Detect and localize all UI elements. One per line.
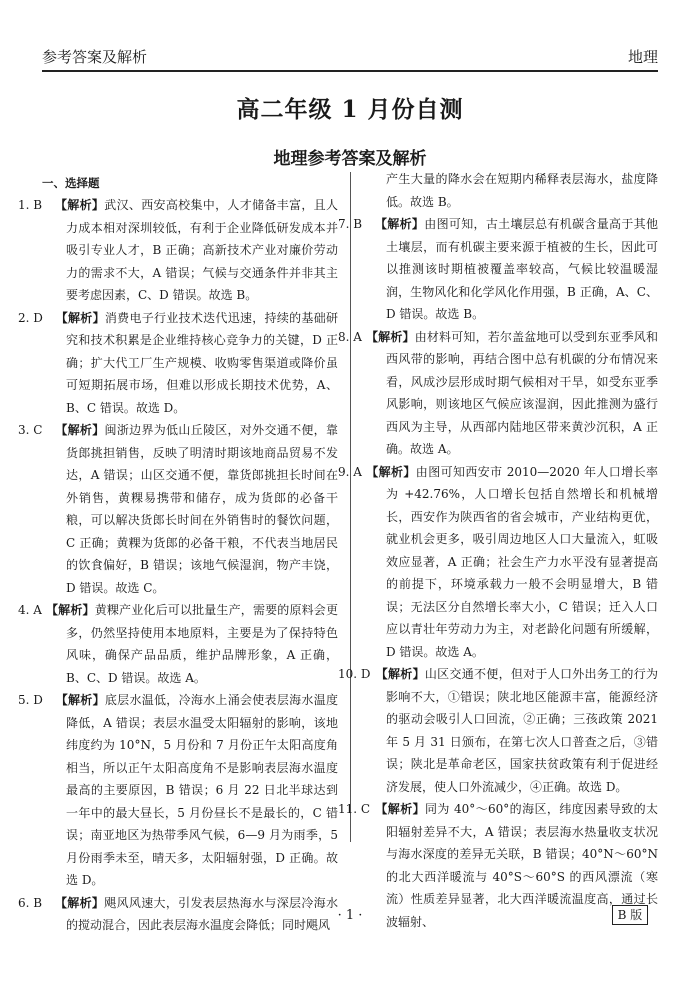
analysis-tag: 【解析】 — [55, 693, 105, 707]
analysis-tag: 【解析】 — [366, 464, 416, 479]
analysis-tag: 【解析】 — [46, 603, 95, 617]
page-header — [42, 40, 658, 72]
document-subtitle: 地理参考答案及解析 — [273, 149, 427, 169]
analysis-tag: 【解析】 — [54, 198, 105, 212]
answer-item — [362, 168, 658, 213]
header-subject: 地理 — [627, 48, 658, 66]
answer-text: 武汉、西安高校集中，人才储备丰富，且人力成本相对深圳较低，有利于企业降低研发成本并吸引专业人才，B 正确；高新技术产业对廉价劳动力的需求不大，A 错误；气候与交通条件并非其主要考虑因素，C、D 错误。故选 B。 — [66, 198, 338, 302]
answer-text: 产生大量的降水会在短期内稀释表层海水，盐度降低。故选 B。 — [386, 172, 658, 209]
answer-item: 4. A 【解析】黄粿产业化后可以批量生产，需要的原料会更多，仍然坚持使用本地原料，主要是为了保持特色风味，确保产品品质，维护品牌形象，A 正确，B、C、D 错误。故选 A。 — [18, 603, 338, 685]
analysis-tag: 【解析】 — [366, 329, 415, 344]
answer-number: 6. B — [18, 895, 43, 910]
right-column — [338, 168, 658, 933]
version-badge: B 版 — [612, 905, 648, 925]
answer-number: 2. D — [18, 310, 43, 325]
answer-text: 山区交通不便，但对于人口外出务工的行为影响不大，①错误；陕北地区能源丰富，能源经济的驱动会吸引人口回流，②正确；三孩政策 2021 年 5 月 31 日颁布，在第七次人口普查之后，③错误；陕北是革命老区，国家扶贫政策有利于促进经济发展，使人口外流减少，④正确。故选 D。 — [386, 667, 658, 794]
answer-text: 由图可知西安市 2010—2020 年人口增长率为 +42.76%，人口增长包括自然增长和机械增长，西安作为陕西省的省会城市，产业结构更优，就业机会更多，吸引周边地区人口大量流入，虹吸效应显著，A 正确；社会生产力水平没有显著提高的前提下，环境承载力一般不会明显增大，B 错误；无法区分自然增长率大小，C 错误；迁入人口应以青壮年劳动力为主，对老龄化问题有所缓解，D 错误。故选 A。 — [386, 464, 658, 659]
section-title: 一、选择题 — [42, 176, 100, 190]
answer-item — [338, 213, 658, 326]
document-title: 高二年级 1 月份自测 — [236, 96, 464, 123]
answer-item — [18, 307, 338, 420]
analysis-tag: 【解析】 — [374, 217, 425, 231]
analysis-tag: 【解析】 — [54, 895, 105, 910]
answer-text: 消费电子行业技术迭代迅速，持续的基础研究和技术积累是企业维持核心竞争力的关键，D 正确；扩大代工厂生产规模、收购零售渠道或降价虽可短期拓展市场，但难以形成长期技术优势，A、B、C 错误。故选 D。 — [66, 310, 338, 415]
answer-item: 8. A 【解析】由材料可知，若尔盖盆地可以受到东亚季风和西风带的影响，再结合图中总有机碳的分布情况来看，风成沙层形成时期气候相对干旱，如受东亚季风影响，则该地区气候应该湿润，因此推测为盛行西风为主导，从西部内陆地区带来黄沙沉积，A 正确。故选 A。 — [338, 329, 658, 456]
left-column — [18, 168, 338, 937]
analysis-tag: 【解析】 — [375, 667, 425, 681]
answer-item — [18, 194, 338, 307]
analysis-tag: 【解析】 — [375, 802, 425, 816]
answer-item — [18, 419, 338, 599]
answer-number: 5. D — [18, 693, 43, 707]
answer-number: 1. B — [18, 198, 43, 212]
answer-text: 底层水温低，冷海水上涌会使表层海水温度降低，A 错误；表层水温受太阳辐射的影响，该地纬度约为 10°N，5 月份和 7 月份正午太阳高度角相当，所以正午太阳高度角不是影响表层海水温度最高的主要原因，B 错误；6 月 22 日北半球达到一年中的最大昼长，5 月份昼长不是最长的，C 错误；南亚地区为热带季风气候，6—9 月为雨季，5 月份雨季未至，晴天多，太阳辐射强，D 正确。故选 D。 — [66, 693, 338, 887]
answer-number: 10. D — [338, 667, 371, 681]
answer-text: 由材料可知，若尔盖盆地可以受到东亚季风和西风带的影响，再结合图中总有机碳的分布情况来看，风成沙层形成时期气候相对干旱，如受东亚季风影响，则该地区气候应该湿润，因此推测为盛行西风为主导，从西部内陆地区带来黄沙沉积，A 正确。故选 A。 — [386, 329, 658, 456]
answer-item — [338, 663, 658, 798]
answer-text: 由图可知，古土壤层总有机碳含量高于其他土壤层，而有机碳主要来源于植被的生长，因此可以推测该时期植被覆盖率较高，气候比较温暖湿润，生物风化和化学风化作用强，B 正确，A、C、D 错误。故选 B。 — [386, 217, 658, 321]
answer-number: 3. C — [18, 423, 43, 437]
header-left-title: 参考答案及解析 — [42, 48, 148, 66]
page-number: · 1 · — [337, 908, 363, 923]
answer-text: 飓风风速大，引发表层热海水与深层冷海水的搅动混合，因此表层海水温度会降低；同时飓风 — [66, 895, 338, 932]
answer-item: 9. A 【解析】由图可知西安市 2010—2020 年人口增长率为 +42.76%，人口增长包括自然增长和机械增长，西安作为陕西省的省会城市，产业结构更优，就业机会更多，吸引周边地区人口大量流入，虹吸效应显著，A 正确；社会生产力水平没有显著提高的前提下，环境承载力一般不会明显增大，B 错误；无法区分自然增长率大小，C 错误；迁入人口应以青壮年劳动力为主，对老龄化问题有所缓解，D 错误。故选 A。 — [338, 464, 658, 659]
column-divider — [350, 172, 351, 842]
answer-text: 同为 40°～60°的海区，纬度因素导致的太阳辐射差异不大，A 错误；表层海水热量收支状况与海水深度的差异无关联，B 错误；40°N～60°N 的北大西洋暖流与 40°S～60°S 的西风漂流（寒流）性质差异显著，北大西洋暖流温度高，通过长波辐射、 — [386, 802, 658, 929]
answer-number: 7. B — [338, 217, 363, 231]
analysis-tag: 【解析】 — [55, 310, 105, 325]
answer-text: 闽浙边界为低山丘陵区，对外交通不便，靠货郎挑担销售，反映了明清时期该地商品贸易不发达，A 错误；山区交通不便，靠货郎挑担长时间在外销售，黄粿易携带和储存，成为货郎的必备干粮，可以解决货郎长时间在外销售时的餐饮问题，C 正确；黄粿为货郎的必备干粮，不代表当地居民的饮食偏好，B 错误；该地气候湿润，物产丰饶，D 错误。故选 C。 — [66, 423, 338, 595]
answer-number: 11. C — [338, 802, 371, 816]
answer-text: 黄粿产业化后可以批量生产，需要的原料会更多，仍然坚持使用本地原料，主要是为了保持特色风味，确保产品品质，维护品牌形象，A 正确，B、C、D 错误。故选 A。 — [66, 603, 338, 685]
answer-item — [18, 689, 338, 892]
analysis-tag: 【解析】 — [55, 423, 105, 437]
